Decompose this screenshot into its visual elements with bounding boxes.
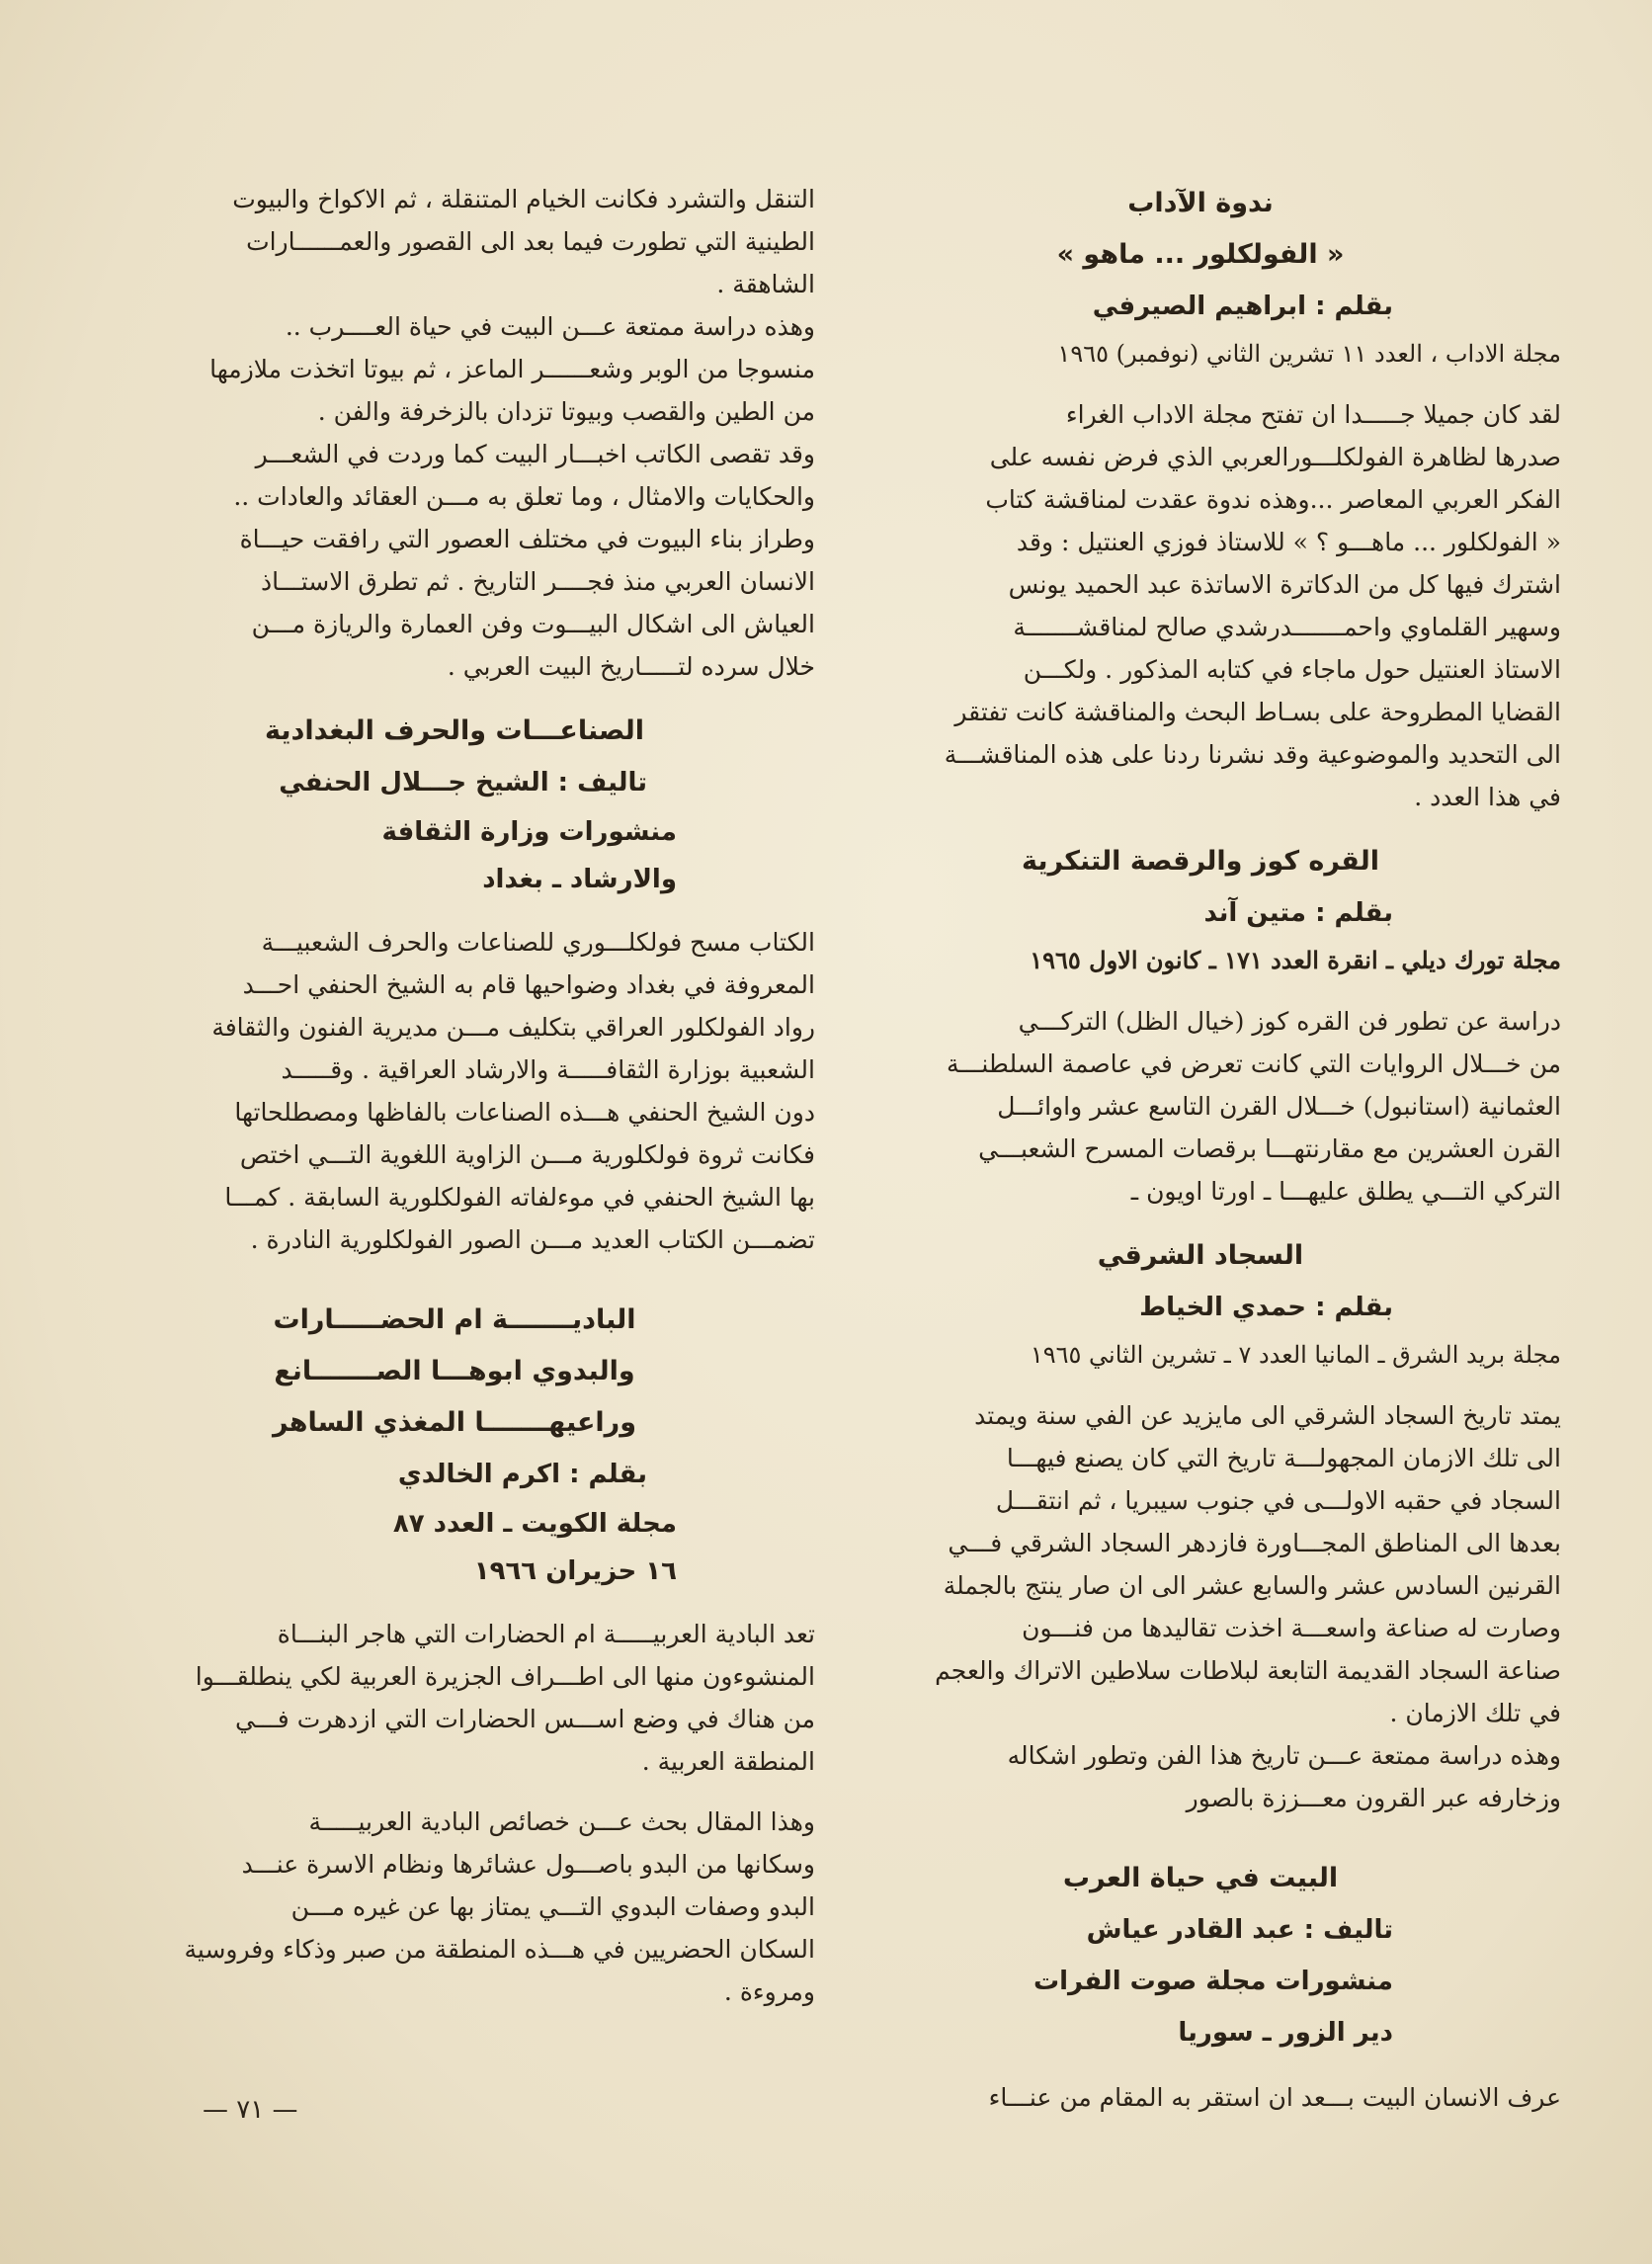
text-line: من خـــلال الروايات التي كانت تعرض في عاصمة السلطنـــة	[947, 1049, 1561, 1078]
text-line: من هناك في وضع اســـس الحضارات التي ازدهرت فـــي	[235, 1705, 815, 1733]
article-publisher: دير الزور ـ سوريا	[1178, 2018, 1393, 2048]
byline-text: بقلم : حمدي الخياط	[1139, 1293, 1393, 1322]
text-line: المنشوءون منها الى اطـــراف الجزيرة العربية لكي ينطلقـــوا	[195, 1662, 815, 1691]
text-line: منسوجا من الوبر وشعــــــر الماعز ، ثم بيوتا اتخذت ملازمها	[209, 355, 815, 383]
text-line: بعدها الى المناطق المجـــاورة فازدهر السجاد الشرقي فـــي	[948, 1529, 1561, 1557]
article-byline	[840, 1282, 1561, 1333]
article-title: السجاد الشرقي	[1097, 1240, 1304, 1271]
article-subtitle: « الفولكلور ... ماهو »	[1056, 239, 1345, 270]
text-line: المنطقة العربية .	[641, 1747, 815, 1776]
text-line: القرن العشرين مع مقارنتهـــا برقصات المسرح الشعبـــي	[978, 1134, 1561, 1163]
text-line: بها الشيخ الحنفي في موءلفاته الفولكلورية السابقة . كمـــا	[224, 1183, 815, 1212]
text-line: وصارت له صناعة واسعـــة اخذت تقاليدها من فنـــون	[1022, 1614, 1561, 1642]
text-line: عرف الانسان البيت بـــعد ان استقر به المقام من عنـــاء	[988, 2083, 1561, 2112]
article-body	[840, 1000, 1561, 1213]
text-line: رواد الفولكلور العراقي بتكليف مـــن مديرية الفنون والثقافة	[211, 1013, 815, 1042]
text-line: العياش الى اشكال البيـــوت وفن العمارة والريازة مـــن	[251, 610, 815, 638]
text-line: الشاهقة .	[716, 270, 815, 298]
article-body	[840, 393, 1561, 818]
text-line: اشترك فيها كل من الدكاترة الاساتذة عبد الحميد يونس	[1008, 570, 1561, 599]
article-publisher: والارشاد ـ بغداد	[482, 865, 677, 894]
article-body	[840, 1394, 1561, 1819]
text-line: الانسان العربي منذ فجــــر التاريخ . ثم تطرق الاستـــاذ	[261, 567, 815, 596]
text-line: دون الشيخ الحنفي هـــذه الصناعات بالفاظها ومصطلحاتها	[234, 1098, 815, 1127]
text-line: القرنين السادس عشر والسابع عشر الى ان صار ينتج بالجملة	[943, 1571, 1561, 1600]
text-line: وهذا المقال بحث عـــن خصائص البادية العربيـــــة	[308, 1807, 815, 1836]
article-source: مجلة بريد الشرق ـ المانيا العدد ٧ ـ تشرين الثاني ١٩٦٥	[1030, 1341, 1561, 1369]
text-line: الاستاذ العنتيل حول ماجاء في كتابه المذكور . ولكـــن	[1023, 655, 1561, 684]
article-byline: بقلم : ابراهيم الصيرفي	[1092, 292, 1393, 321]
text-line: الفكر العربي المعاصر ...وهذه ندوة عقدت لمناقشة كتاب	[985, 485, 1561, 514]
text-line: وزخارفه عبر القرون معـــززة بالصور	[1186, 1784, 1561, 1812]
text-line: الى تلك الازمان المجهولـــة تاريخ التي كان يصنع فيهـــا	[1006, 1444, 1561, 1472]
article-title: وراعيهـــــــا المغذي الساهر	[272, 1407, 636, 1438]
text-line: الى التحديد والموضوعية وقد نشرنا ردنا على هذه المناقشـــة	[944, 740, 1561, 769]
text-line: تعد البادية العربيـــــة ام الحضارات التي هاجر البنـــاة	[277, 1620, 815, 1648]
text-line: وهذه دراسة ممتعة عـــن تاريخ هذا الفن وتطور اشكاله	[1007, 1741, 1561, 1770]
text-line: العثمانية (استانبول) خـــلال القرن التاسع عشر واوائـــل	[997, 1092, 1561, 1121]
text-line: القضايا المطروحة على بسـاط البحث والمناقشة كانت تفتقر	[954, 698, 1561, 726]
text-line: وسكانها من البدو باصـــول عشائرها ونظام الاسرة عنـــد	[241, 1850, 815, 1879]
text-line: فكانت ثروة فولكلورية مـــن الزاوية اللغوية التـــي اختص	[239, 1140, 815, 1169]
article-body	[94, 178, 815, 688]
text-line: الطينية التي تطورت فيما بعد الى القصور والعمــــــارات	[246, 227, 815, 256]
text-line: الشعبية بوزارة الثقافـــــة والارشاد العراقية . وقـــــد	[281, 1055, 815, 1084]
text-line: خلال سرده لتـــــاريخ البيت العربي .	[447, 652, 815, 681]
article-title: الصناعـــات والحرف البغدادية	[264, 715, 645, 746]
text-line: وسهير القلماوي واحمـــــــدرشدي صالح لمناقشـــــــة	[1013, 613, 1561, 641]
article-byline: بقلم : متين آند	[1203, 898, 1393, 928]
article-publisher: منشورات مجلة صوت الفرات	[1033, 1967, 1393, 1996]
article-publisher: منشورات وزارة الثقافة	[381, 817, 677, 847]
article-body	[94, 1613, 815, 2013]
article-byline: بقلم : اكرم الخالدي	[397, 1460, 647, 1489]
text-line: صدرها لظاهرة الفولكلـــورالعربي الذي فرض نفسه على	[989, 443, 1561, 471]
article-title: والبدوي ابوهـــا الصـــــــانع	[274, 1356, 635, 1386]
left-column	[94, 178, 815, 2013]
text-line: وقد تقصى الكاتب اخبـــار البيت كما وردت في الشعـــر	[255, 440, 815, 468]
page-number: — ٧١ —	[203, 2095, 298, 2125]
text-line: تضمـــن الكتاب العديد مـــن الصور الفولكلورية النادرة .	[250, 1225, 815, 1254]
article-source: ١٦ حزيران ١٩٦٦	[473, 1556, 677, 1586]
article-byline: تاليف : الشيخ جـــلال الحنفي	[279, 768, 647, 797]
text-line: التنقل والتشرد فكانت الخيام المتنقلة ، ثم الاكواخ والبيوت	[232, 185, 815, 213]
text-line: في تلك الازمان .	[1389, 1699, 1561, 1727]
text-line: يمتد تاريخ السجاد الشرقي الى مايزيد عن الفي سنة ويمتد	[974, 1401, 1561, 1430]
text-line: السجاد في حقبه الاولـــى في جنوب سيبريا ، ثم انتقـــل	[995, 1486, 1561, 1515]
article-title: البيت في حياة العرب	[1062, 1863, 1339, 1893]
article-byline: تاليف : عبد القادر عياش	[1086, 1915, 1393, 1945]
text-line: من الطين والقصب وبيوتا تزدان بالزخرفة والفن .	[317, 397, 815, 426]
text-line: السكان الحضريين في هـــذه المنطقة من صبر وذكاء وفروسية	[184, 1935, 815, 1964]
article-source: مجلة تورك ديلي ـ انقرة العدد ١٧١ ـ كانون الاول ١٩٦٥	[1030, 946, 1561, 974]
text-line: « الفولكلور ... ماهـــو ؟ » للاستاذ فوزي العنتيل : وقد	[1016, 528, 1561, 556]
text-line: الكتاب مسح فولكلـــوري للصناعات والحرف الشعبيـــة	[261, 928, 815, 957]
article-source: مجلة الاداب ، العدد ١١ تشرين الثاني (نوفمبر) ١٩٦٥	[1057, 340, 1561, 368]
article-title: القره كوز والرقصة التنكرية	[1021, 846, 1379, 877]
article-source: مجلة الكويت ـ العدد ٨٧	[392, 1509, 677, 1539]
article-title: ندوة الآداب	[1127, 188, 1274, 218]
article-body	[94, 921, 815, 1261]
text-line: البدو وصفات البدوي التـــي يمتاز بها عن غيره مـــن	[290, 1892, 815, 1921]
text-line: التركي التـــي يطلق عليهـــا ـ اورتا اويون ـ	[1130, 1177, 1561, 1206]
text-line: صناعة السجاد القديمة التابعة لبلاطات سلاطين الاتراك والعجم	[935, 1656, 1561, 1685]
text-line: وطراز بناء البيوت في مختلف العصور التي رافقت حيـــاة	[239, 525, 815, 553]
text-line: دراسة عن تطور فن القره كوز (خيال الظل) التركـــي	[1018, 1007, 1561, 1036]
text-line: وهذه دراسة ممتعة عـــن البيت في حياة العــــرب ..	[285, 312, 815, 341]
article-title: الباديـــــــة ام الحضـــــارات	[273, 1304, 636, 1335]
text-line: لقد كان جميلا جـــــدا ان تفتح مجلة الاداب الغراء	[1065, 400, 1561, 429]
text-line: المعروفة في بغداد وضواحيها قام به الشيخ الحنفي احـــد	[242, 970, 815, 999]
text-line: ومروءة .	[723, 1977, 815, 2006]
text-line: في هذا العدد .	[1414, 783, 1561, 811]
text-line: والحكايات والامثال ، وما تعلق به مـــن العقائد والعادات ..	[233, 482, 815, 511]
right-column	[840, 178, 1561, 2119]
